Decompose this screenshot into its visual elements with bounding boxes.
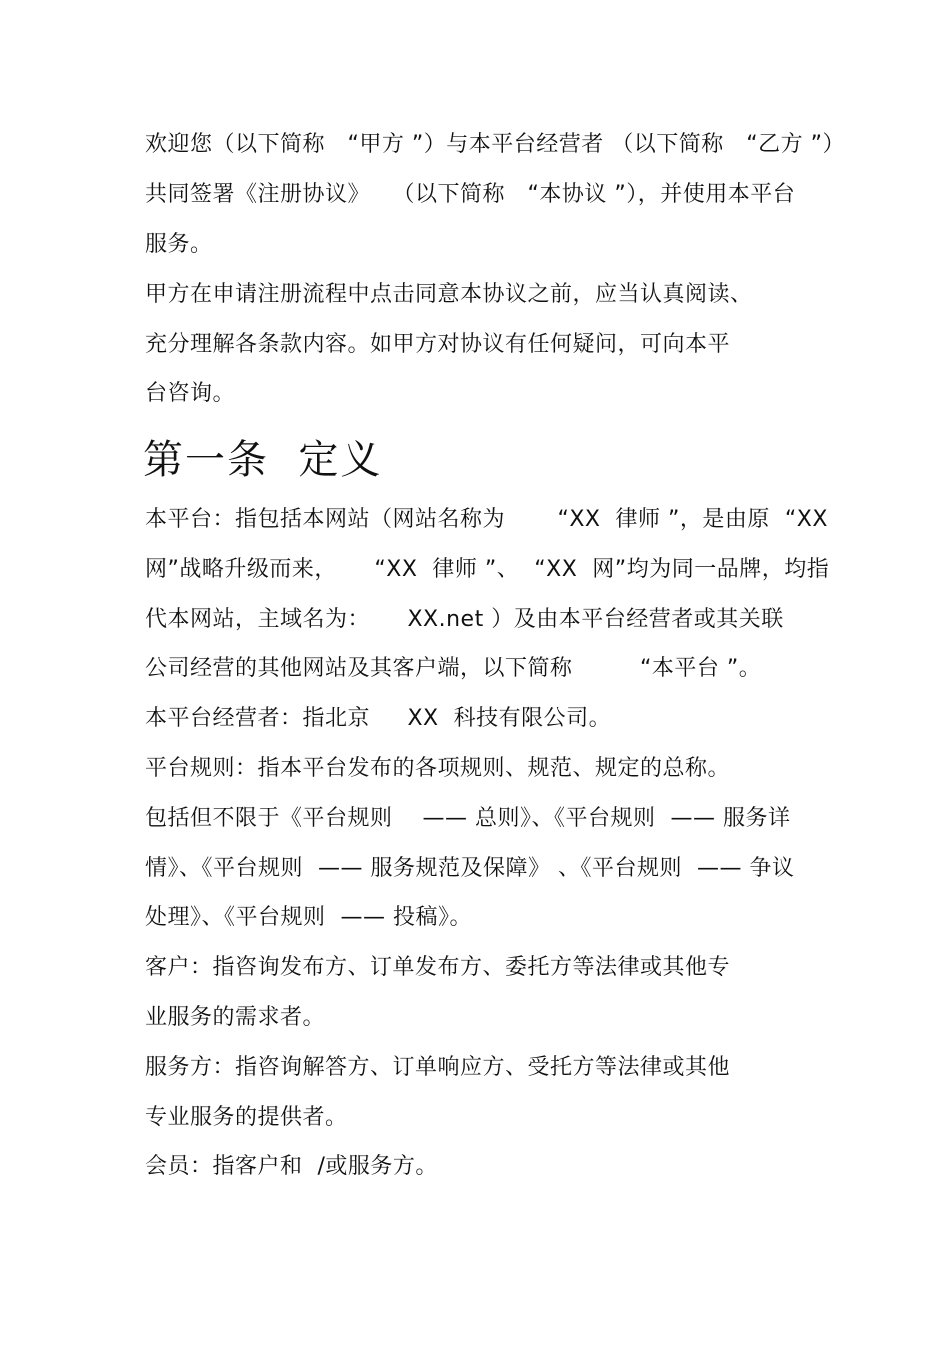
intro-line: 台咨询。 xyxy=(145,381,236,406)
definition-line: 包括但不限于《平台规则 —— 总则》、《平台规则 —— 服务详 xyxy=(145,806,791,831)
definition-line: 公司经营的其他网站及其客户端，以下简称 “本平台 ”。 xyxy=(145,656,762,681)
definition-line: 客户：指咨询发布方、订单发布方、委托方等法律或其他专 xyxy=(145,955,731,980)
definition-line: 处理》、《平台规则 —— 投稿》。 xyxy=(145,905,472,930)
definition-line: 专业服务的提供者。 xyxy=(145,1105,348,1130)
definition-line: 本平台经营者：指北京 XX 科技有限公司。 xyxy=(145,706,612,731)
definition-line: 情》、《平台规则 —— 服务规范及保障》 、《平台规则 —— 争议 xyxy=(145,856,795,881)
section-title: 第一条 定义 xyxy=(143,437,383,483)
definition-line: 网”战略升级而来， “XX 律师 ”、 “XX 网”均为同一品牌，均指 xyxy=(145,557,830,582)
definition-line: 平台规则：指本平台发布的各项规则、规范、规定的总称。 xyxy=(145,756,731,781)
intro-line: 充分理解各条款内容。如甲方对协议有任何疑问，可向本平 xyxy=(145,332,731,357)
definition-line: 服务方：指咨询解答方、订单响应方、受托方等法律或其他 xyxy=(145,1055,731,1080)
intro-line: 服务。 xyxy=(145,232,213,257)
intro-line: 欢迎您（以下简称 “甲方 ”）与本平台经营者 （以下简称 “乙方 ”） xyxy=(145,132,846,157)
intro-line: 共同签署《注册协议》 （以下简称 “本协议 ”），并使用本平台 xyxy=(145,182,796,207)
definition-line: 代本网站，主域名为： XX.net ）及由本平台经营者或其关联 xyxy=(145,607,784,632)
definition-line: 业服务的需求者。 xyxy=(145,1005,326,1030)
definition-line: 本平台：指包括本网站（网站名称为 “XX 律师 ”，是由原 “XX xyxy=(145,507,828,532)
definition-line: 会员：指客户和 /或服务方。 xyxy=(145,1154,438,1179)
intro-line: 甲方在申请注册流程中点击同意本协议之前，应当认真阅读、 xyxy=(145,282,753,307)
